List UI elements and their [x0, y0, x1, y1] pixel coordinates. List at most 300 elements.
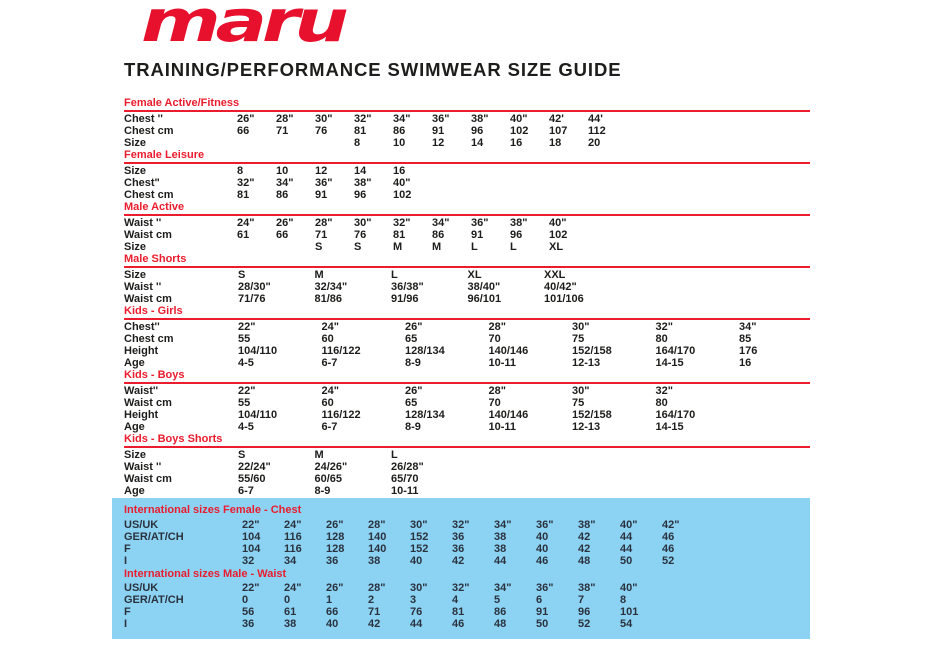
- table-cell: 65: [405, 397, 418, 409]
- table-cell: 36: [452, 530, 465, 543]
- row-label: Age: [124, 421, 145, 433]
- table-cell: 22": [238, 321, 256, 333]
- table-cell: 5: [494, 594, 501, 606]
- table-cell: 0: [284, 594, 291, 606]
- table-cell: 4-5: [238, 421, 254, 433]
- table-cell: L: [391, 449, 398, 461]
- table-row: [124, 281, 810, 293]
- table-cell: 38": [578, 518, 596, 531]
- table-cell: 60: [321, 397, 334, 409]
- table-cell: M: [432, 241, 442, 253]
- table-cell: 32": [655, 321, 673, 333]
- table-cell: 86: [494, 606, 507, 618]
- table-cell: 8: [354, 137, 361, 149]
- section-rule: [124, 318, 810, 321]
- table-cell: 44': [588, 113, 603, 125]
- table-cell: 44: [410, 618, 423, 630]
- section-male-active: [124, 201, 810, 253]
- table-row: [124, 618, 810, 630]
- table-cell: 65/70: [391, 473, 419, 485]
- table-cell: 61: [237, 229, 250, 241]
- row-label: Waist cm: [124, 397, 172, 409]
- table-cell: 32/34": [314, 281, 348, 293]
- section-kids-girls: [124, 305, 810, 369]
- section-kids-boys: [124, 369, 810, 433]
- table-cell: 36": [536, 582, 554, 594]
- table-cell: 28": [488, 385, 506, 397]
- table-cell: 10-11: [488, 357, 517, 369]
- table-cell: 91/96: [391, 293, 419, 305]
- table-cell: 40: [410, 554, 423, 567]
- table-cell: 36: [242, 618, 255, 630]
- table-cell: 20: [588, 137, 601, 149]
- section-title-male-active: Male Active: [124, 201, 185, 213]
- table-cell: 46: [536, 554, 549, 567]
- row-label: Size: [124, 269, 147, 281]
- table-row: [124, 321, 810, 333]
- table-row: [124, 531, 810, 543]
- table-cell: 16: [510, 137, 523, 149]
- table-cell: 26": [405, 385, 423, 397]
- table-cell: 30": [354, 217, 372, 229]
- table-cell: 116: [284, 530, 302, 543]
- table-cell: 81: [354, 125, 367, 137]
- table-cell: 7: [578, 594, 585, 606]
- table-row: [124, 409, 810, 421]
- table-cell: 40": [620, 582, 638, 594]
- table-cell: L: [471, 241, 478, 253]
- table-cell: 40/42": [544, 281, 577, 293]
- row-label: Chest'': [124, 321, 160, 333]
- table-cell: L: [510, 241, 517, 253]
- table-cell: 36": [471, 217, 489, 229]
- table-cell: 81: [237, 189, 250, 201]
- table-cell: 52: [578, 618, 591, 630]
- table-cell: 3: [410, 594, 417, 606]
- row-label: Waist cm: [124, 293, 172, 305]
- row-label: Size: [124, 137, 147, 149]
- section-title-male-shorts: Male Shorts: [124, 253, 187, 265]
- table-cell: 66: [237, 125, 250, 137]
- table-cell: 22": [238, 385, 256, 397]
- table-cell: 28": [368, 582, 386, 594]
- table-row: [124, 385, 810, 397]
- table-cell: 80: [655, 397, 668, 409]
- table-row: [124, 177, 810, 189]
- section-title-kids-boys-shorts: Kids - Boys Shorts: [124, 433, 223, 445]
- table-cell: 26": [276, 217, 294, 229]
- table-cell: 40": [620, 518, 638, 531]
- table-cell: 36/38": [391, 281, 424, 293]
- table-cell: 54: [620, 618, 633, 630]
- table-row: [124, 519, 810, 531]
- table-row: [124, 229, 810, 241]
- table-cell: 32: [242, 554, 255, 567]
- table-cell: L: [391, 269, 398, 281]
- section-rule: [124, 110, 810, 113]
- table-cell: 40": [549, 217, 567, 229]
- table-row: [124, 582, 810, 594]
- table-cell: 46: [662, 542, 675, 555]
- table-cell: 30": [572, 385, 590, 397]
- table-cell: 12-13: [572, 421, 601, 433]
- table-cell: 24/26": [314, 461, 348, 473]
- table-cell: 6-7: [321, 357, 338, 369]
- table-cell: 116/122: [321, 409, 361, 421]
- table-row: [124, 421, 810, 433]
- table-cell: 12: [432, 137, 445, 149]
- table-cell: 38: [494, 530, 507, 543]
- row-label: Waist cm: [124, 473, 172, 485]
- table-cell: 36": [536, 518, 554, 531]
- section-title-female-active-fitness: Female Active/Fitness: [124, 97, 240, 109]
- table-cell: [237, 241, 276, 253]
- section-title-kids-girls: Kids - Girls: [124, 305, 183, 317]
- table-cell: 86: [432, 229, 445, 241]
- table-cell: M: [314, 269, 324, 281]
- table-cell: 6: [536, 594, 543, 606]
- table-cell: 28/30": [238, 281, 271, 293]
- table-cell: 42": [662, 518, 680, 531]
- row-label: Height: [124, 345, 159, 357]
- table-cell: 8-9: [314, 485, 331, 497]
- row-label: GER/AT/CH: [124, 594, 184, 606]
- table-cell: 61: [284, 606, 297, 618]
- table-cell: 22": [242, 518, 260, 531]
- table-cell: 44: [620, 542, 633, 555]
- table-cell: 8-9: [405, 421, 421, 433]
- table-cell: 46: [662, 530, 675, 543]
- row-label: Chest": [124, 177, 160, 189]
- table-row: [124, 473, 810, 485]
- table-cell: 55: [238, 397, 251, 409]
- section-title-international-male-waist: International sizes Male - Waist: [124, 567, 287, 580]
- table-cell: 44: [620, 530, 633, 543]
- table-cell: 104/110: [238, 345, 278, 357]
- table-cell: 4-5: [238, 357, 254, 369]
- table-cell: 30": [410, 518, 428, 531]
- table-row: [124, 606, 810, 618]
- table-cell: 96: [471, 125, 484, 137]
- row-label: Chest cm: [124, 189, 174, 201]
- table-cell: 40: [536, 542, 549, 555]
- row-label: Chest cm: [124, 125, 174, 137]
- table-cell: 66: [326, 606, 339, 618]
- table-cell: 10: [393, 137, 406, 149]
- table-cell: [315, 137, 354, 149]
- table-cell: 22/24": [238, 461, 271, 473]
- row-label: Age: [124, 357, 145, 369]
- table-cell: 34": [393, 113, 411, 125]
- table-cell: 164/170: [655, 409, 696, 421]
- section-international-male-waist: [124, 568, 810, 631]
- table-cell: 24": [321, 321, 339, 333]
- table-cell: 140/146: [488, 345, 529, 357]
- table-cell: 116: [284, 542, 302, 555]
- table-cell: 8: [237, 165, 244, 177]
- table-cell: 96/101: [467, 293, 502, 305]
- table-cell: 10: [276, 165, 289, 177]
- row-label: US/UK: [124, 518, 159, 531]
- table-cell: [237, 137, 276, 149]
- table-cell: 104/110: [238, 409, 278, 421]
- table-cell: 28": [488, 321, 506, 333]
- table-cell: 101: [620, 606, 639, 618]
- table-cell: 65: [405, 333, 418, 345]
- table-cell: 14-15: [655, 357, 684, 369]
- table-cell: M: [393, 241, 403, 253]
- table-row: [124, 125, 810, 137]
- table-cell: 26": [326, 518, 344, 531]
- table-cell: 42: [578, 530, 591, 543]
- table-cell: 30": [315, 113, 333, 125]
- section-female-active-fitness: [124, 97, 810, 149]
- table-cell: 152/158: [572, 345, 612, 357]
- table-cell: 38": [354, 177, 372, 189]
- table-cell: 80: [655, 333, 668, 345]
- size-tables: [124, 97, 810, 497]
- section-kids-boys-shorts: [124, 433, 810, 497]
- table-cell: 76: [410, 606, 423, 618]
- table-cell: 34": [432, 217, 450, 229]
- section-female-leisure: [124, 149, 810, 201]
- row-label: Waist '': [124, 461, 162, 473]
- table-cell: S: [315, 241, 323, 253]
- table-cell: 38": [578, 582, 596, 594]
- international-sizes-panel: [112, 498, 810, 639]
- table-cell: 176: [739, 345, 758, 357]
- table-cell: 14: [471, 137, 484, 149]
- table-cell: 38: [284, 618, 297, 630]
- table-cell: M: [314, 449, 324, 461]
- table-cell: 6-7: [321, 421, 338, 433]
- table-cell: 42': [549, 113, 564, 125]
- table-row: [124, 345, 810, 357]
- table-cell: 140/146: [488, 409, 529, 421]
- table-row: [124, 543, 810, 555]
- table-cell: 26": [326, 582, 344, 594]
- table-cell: 81/86: [314, 293, 343, 305]
- table-cell: 32": [393, 217, 411, 229]
- table-row: [124, 189, 810, 201]
- table-cell: 152/158: [572, 409, 612, 421]
- table-cell: 14: [354, 165, 367, 177]
- table-cell: 32": [237, 177, 255, 189]
- table-cell: 128: [326, 542, 345, 555]
- table-cell: 0: [242, 594, 249, 606]
- page-title: TRAINING/PERFORMANCE SWIMWEAR SIZE GUIDE: [124, 59, 622, 80]
- table-cell: 71: [276, 125, 289, 137]
- table-cell: 30": [572, 321, 590, 333]
- row-label: Size: [124, 449, 147, 461]
- table-row: [124, 217, 810, 229]
- section-rule: [124, 446, 810, 449]
- table-cell: 96: [578, 606, 591, 618]
- table-cell: 34": [739, 321, 757, 333]
- table-cell: 26": [237, 113, 255, 125]
- section-international-female-chest: [124, 504, 810, 567]
- table-row: [124, 293, 810, 305]
- section-rule: [124, 162, 810, 165]
- table-cell: 52: [662, 554, 675, 567]
- table-cell: 12-13: [572, 357, 601, 369]
- table-cell: 96: [510, 229, 523, 241]
- table-cell: 34: [284, 554, 297, 567]
- table-cell: 6-7: [238, 485, 254, 497]
- row-label: I: [124, 618, 128, 630]
- table-cell: 38": [471, 113, 489, 125]
- table-cell: 40": [393, 177, 411, 189]
- table-cell: 91: [315, 189, 328, 201]
- section-title-kids-boys: Kids - Boys: [124, 369, 185, 381]
- table-cell: 60: [321, 333, 334, 345]
- table-cell: 34": [494, 582, 512, 594]
- table-cell: 28": [368, 518, 386, 531]
- table-cell: 24": [284, 582, 302, 594]
- table-cell: 128/134: [405, 409, 445, 421]
- table-cell: 16: [739, 357, 752, 369]
- table-cell: 32": [354, 113, 372, 125]
- table-cell: 81: [452, 606, 465, 618]
- row-label: Age: [124, 485, 145, 497]
- table-cell: 56: [242, 606, 255, 618]
- table-cell: 91: [471, 229, 484, 241]
- table-cell: 75: [572, 333, 585, 345]
- table-cell: 24": [237, 217, 255, 229]
- table-cell: 40": [510, 113, 528, 125]
- table-cell: 85: [739, 333, 752, 345]
- table-cell: 55/60: [238, 473, 266, 485]
- table-cell: 101/106: [544, 293, 584, 305]
- table-row: [124, 113, 810, 125]
- table-cell: 71: [368, 606, 381, 618]
- table-row: [124, 594, 810, 606]
- table-cell: 44: [494, 554, 507, 567]
- table-cell: 46: [452, 618, 465, 630]
- table-cell: 140: [368, 542, 387, 555]
- table-cell: 102: [393, 189, 412, 201]
- table-cell: S: [238, 449, 246, 461]
- table-row: [124, 461, 810, 473]
- table-cell: 10-11: [488, 421, 517, 433]
- table-cell: 12: [315, 165, 328, 177]
- row-label: Chest cm: [124, 333, 174, 345]
- table-cell: 26/28": [391, 461, 424, 473]
- table-cell: 70: [488, 333, 501, 345]
- table-cell: 34": [276, 177, 294, 189]
- table-cell: 102: [549, 229, 568, 241]
- table-row: [124, 137, 810, 149]
- table-cell: 81: [393, 229, 406, 241]
- table-cell: 28": [315, 217, 333, 229]
- table-cell: XL: [467, 269, 482, 281]
- table-cell: 8: [620, 594, 627, 606]
- table-cell: 112: [588, 125, 606, 137]
- table-cell: 107: [549, 125, 568, 137]
- table-cell: 42: [368, 618, 381, 630]
- table-cell: XXL: [544, 269, 566, 281]
- table-cell: 38: [494, 542, 507, 555]
- table-cell: 24": [321, 385, 339, 397]
- table-cell: 32": [655, 385, 673, 397]
- table-cell: 22": [242, 582, 260, 594]
- table-cell: 38": [510, 217, 528, 229]
- section-rule: [124, 382, 810, 385]
- row-label: Size: [124, 241, 147, 253]
- table-cell: 128/134: [405, 345, 445, 357]
- table-cell: 32": [452, 518, 470, 531]
- table-row: [124, 333, 810, 345]
- table-cell: 18: [549, 137, 562, 149]
- table-cell: 128: [326, 530, 345, 543]
- table-cell: 36: [326, 554, 339, 567]
- table-cell: 55: [238, 333, 251, 345]
- row-label: F: [124, 606, 131, 618]
- table-cell: 91: [432, 125, 445, 137]
- table-cell: 104: [242, 542, 261, 555]
- table-cell: 40: [326, 618, 339, 630]
- row-label: I: [124, 554, 128, 567]
- table-cell: 86: [276, 189, 289, 201]
- table-row: [124, 449, 810, 461]
- table-cell: 36: [452, 542, 465, 555]
- row-label: F: [124, 542, 131, 555]
- table-cell: 40: [536, 530, 549, 543]
- row-label: Waist '': [124, 217, 162, 229]
- table-row: [124, 165, 810, 177]
- table-cell: 104: [242, 530, 261, 543]
- table-cell: 32": [452, 582, 470, 594]
- row-label: Waist '': [124, 281, 162, 293]
- table-cell: 70: [488, 397, 501, 409]
- table-cell: 71/76: [238, 293, 266, 305]
- table-cell: 152: [410, 542, 429, 555]
- row-label: GER/AT/CH: [124, 530, 184, 543]
- table-cell: 10-11: [391, 485, 419, 497]
- table-cell: 38/40": [467, 281, 501, 293]
- table-cell: 4: [452, 594, 459, 606]
- table-cell: 34": [494, 518, 512, 531]
- table-cell: 16: [393, 165, 406, 177]
- table-cell: XL: [549, 241, 564, 253]
- section-rule: [124, 214, 810, 217]
- table-cell: 152: [410, 530, 429, 543]
- table-cell: 36": [315, 177, 333, 189]
- row-label: Size: [124, 165, 147, 177]
- table-cell: [276, 241, 315, 253]
- table-cell: 102: [510, 125, 529, 137]
- table-cell: 91: [536, 606, 549, 618]
- section-title-female-leisure: Female Leisure: [124, 149, 205, 161]
- table-cell: 71: [315, 229, 328, 241]
- table-row: [124, 357, 810, 369]
- table-cell: S: [354, 241, 362, 253]
- table-cell: 60/65: [314, 473, 343, 485]
- row-label: Height: [124, 409, 159, 421]
- table-cell: 75: [572, 397, 585, 409]
- table-cell: 14-15: [655, 421, 684, 433]
- table-cell: 26": [405, 321, 423, 333]
- table-cell: 1: [326, 594, 333, 606]
- section-title-international-female-chest: International sizes Female - Chest: [124, 504, 302, 516]
- table-cell: 96: [354, 189, 367, 201]
- section-male-shorts: [124, 253, 810, 305]
- row-label: US/UK: [124, 582, 159, 594]
- row-label: Chest '': [124, 113, 163, 125]
- table-row: [124, 241, 810, 253]
- table-row: [124, 485, 810, 497]
- row-label: Waist'': [124, 385, 159, 397]
